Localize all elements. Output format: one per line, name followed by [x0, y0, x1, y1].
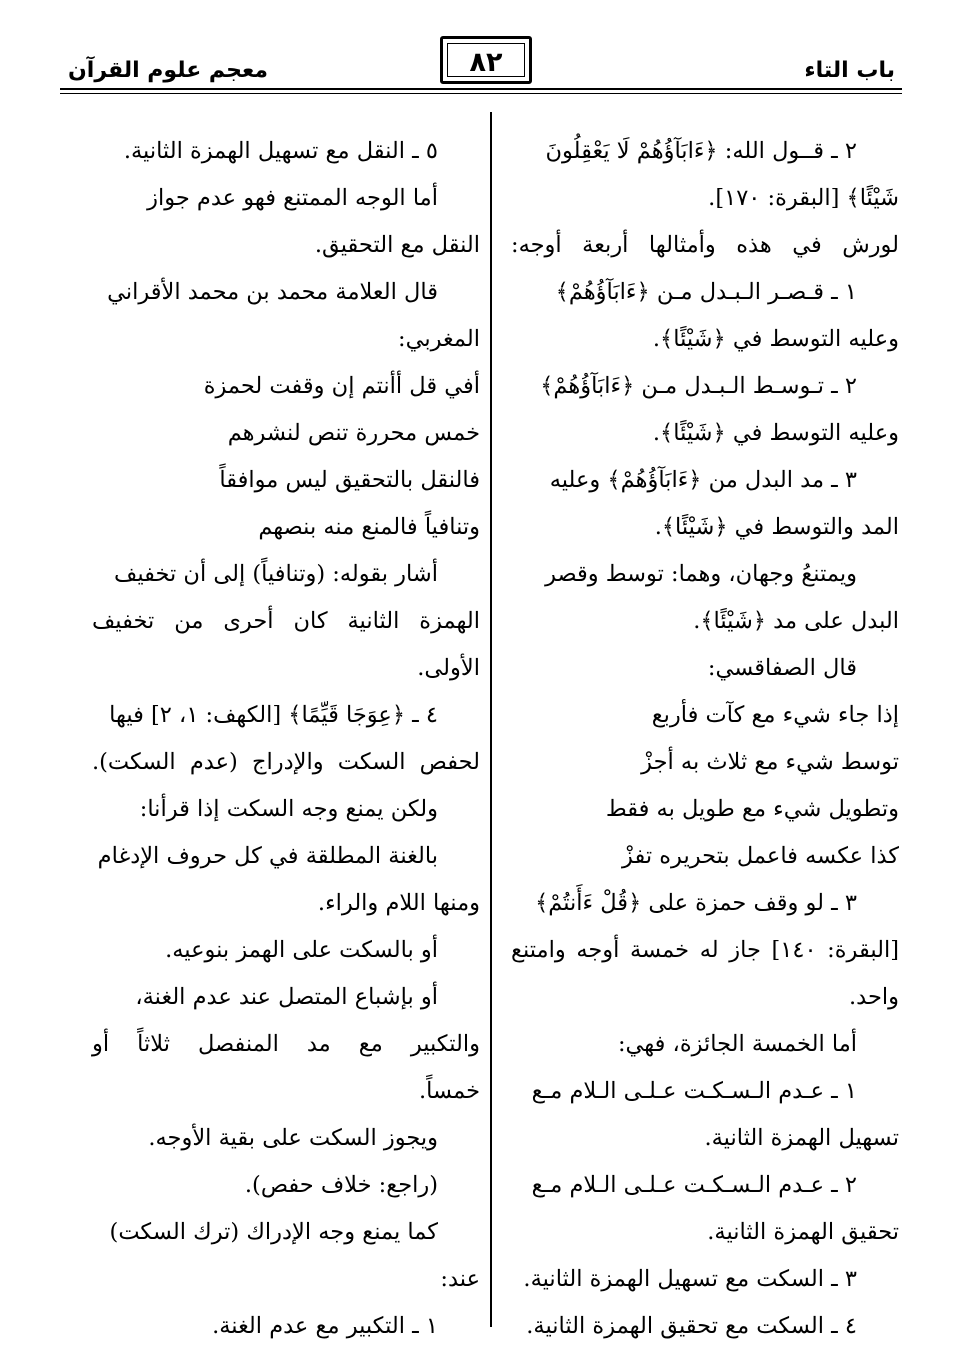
text-line: (راجع: خلاف حفص). — [244, 1172, 438, 1198]
text-line: عند: — [440, 1266, 480, 1292]
text-line: لورش في هذه وأمثالها أربعة أوجه: — [511, 232, 899, 258]
text-line: واحد. — [849, 984, 899, 1010]
text-line: والتكبير مع مد المنفصل ثلاثاً أو — [92, 1031, 480, 1057]
text-line: ٥ ـ النقل مع تسهيل الهمزة الثانية. — [123, 138, 438, 164]
text-line: تحقيق الهمزة الثانية. — [707, 1219, 899, 1245]
page-number: ٨٢ — [469, 47, 503, 78]
text-line: ويجوز السكت على بقية الأوجه. — [148, 1125, 438, 1151]
text-line: ومنها اللام والراء. — [317, 890, 480, 916]
text-line: لحفص السكت والإدراج (عدم السكت). — [92, 749, 480, 775]
text-line: خمساً. — [419, 1078, 480, 1104]
text-line: وتنافياً فالمنع منه بنصهم — [258, 514, 480, 540]
column-divider — [490, 112, 492, 1327]
text-line: ٢ ـ عـدم الـسـكـت عـلـى الـلام مـع — [531, 1172, 857, 1198]
text-line: إذا جاء شيء مع كآت فأربع — [651, 702, 899, 728]
text-line: ٢ ـ قــول الله: ﴿ءَابَآؤُهُمْ لَا يَعْقِلُونَ — [545, 138, 857, 164]
text-line: قال الصفاقسي: — [707, 655, 857, 681]
text-line: خمس محررة تنص لنشرهم — [227, 420, 480, 446]
text-line: ٤ ـ السكت مع تحقيق الهمزة الثانية. — [526, 1313, 857, 1339]
text-line: تسهيل الهمزة الثانية. — [704, 1125, 899, 1151]
text-line: كذا عكسه فاعمل بتحريره تفزْ — [622, 843, 899, 869]
text-line: أو بالسكت على الهمز بنوعيه. — [165, 937, 438, 963]
text-line: فالنقل بالتحقيق ليس موافقاً — [219, 467, 480, 493]
text-line: النقل مع التحقيق. — [314, 232, 480, 258]
text-line: ٢ ـ تـوسـط الـبـدل مـن ﴿ءَابَآؤُهُمْ﴾ — [540, 373, 857, 399]
text-line: بالغنة المطلقة في كل حروف الإدغام — [97, 843, 438, 869]
chapter-title: باب التاء — [804, 58, 895, 83]
text-line: ٣ ـ السكت مع تسهيل الهمزة الثانية. — [523, 1266, 857, 1292]
text-line: أشار بقوله: (وتنافياً) إلى أن تخفيف — [114, 561, 438, 587]
text-line: الهمزة الثانية كان أحرى من تخفيف — [92, 608, 480, 634]
text-line: قال العلامة محمد بن محمد الأقراني — [107, 279, 438, 305]
text-line: المد والتوسط في ﴿شَيْئًا﴾. — [654, 514, 899, 540]
text-line: توسط شيء مع ثلاث به أجزْ — [641, 749, 899, 775]
text-line: الأولى. — [417, 655, 480, 681]
text-line: ٤ ـ ﴿عِوَجَا قَيِّمًا﴾ [الكهف: ١، ٢] فيها — [109, 702, 438, 728]
header-rule — [60, 88, 902, 90]
text-line: ولكن يمنع وجه السكت إذا قرأنا: — [139, 796, 438, 822]
text-line: شَيْئًا﴾ [البقرة: ١٧٠]. — [708, 185, 899, 211]
text-line: البدل على مد ﴿شَيْئًا﴾. — [693, 608, 899, 634]
text-line: أما الخمسة الجائزة، فهي: — [617, 1031, 857, 1057]
right-column — [511, 128, 899, 1350]
text-line: [البقرة: ١٤٠] جاز له خمسة أوجه وامتنع — [511, 937, 900, 963]
left-column — [92, 128, 480, 1350]
text-line: ١ ـ التكبير مع عدم الغنة. — [212, 1313, 438, 1339]
text-line: المغربي: — [398, 326, 480, 352]
text-line: ١ ـ قـصـر الـبـدل مـن ﴿ءَابَآؤُهُمْ﴾ — [555, 279, 857, 305]
header-rule-thin — [60, 93, 902, 94]
text-line: أفي قل أأنتم إن وقفت لحمزة — [203, 373, 480, 399]
text-line: ٣ ـ مد البدل من ﴿ءَابَآؤُهُمْ﴾ وعليه — [549, 467, 857, 493]
text-line: أو بإشباع المتصل عند عدم الغنة، — [135, 984, 438, 1010]
text-line: ويمتنعُ وجهان، وهما: توسط وقصر — [545, 561, 857, 587]
text-line: أما الوجه الممتنع فهو عدم جواز — [147, 185, 438, 211]
text-line: وعليه التوسط في ﴿شَيْئًا﴾. — [652, 326, 899, 352]
page-number-frame — [440, 36, 532, 84]
book-title: معجم علوم القرآن — [68, 58, 269, 83]
text-line: كما يمنع وجه الإدراك (ترك السكت) — [109, 1219, 438, 1245]
text-line: ١ ـ عـدم الـسـكـت عـلـى الـلام مـع — [531, 1078, 857, 1104]
text-line: ٣ ـ لو وقف حمزة على ﴿قُلْ ءَأَنتُمْ﴾ — [535, 890, 857, 916]
text-line: وعليه التوسط في ﴿شَيْئًا﴾. — [652, 420, 899, 446]
text-line: وتطويل شيء مع طويل به فقط — [605, 796, 899, 822]
